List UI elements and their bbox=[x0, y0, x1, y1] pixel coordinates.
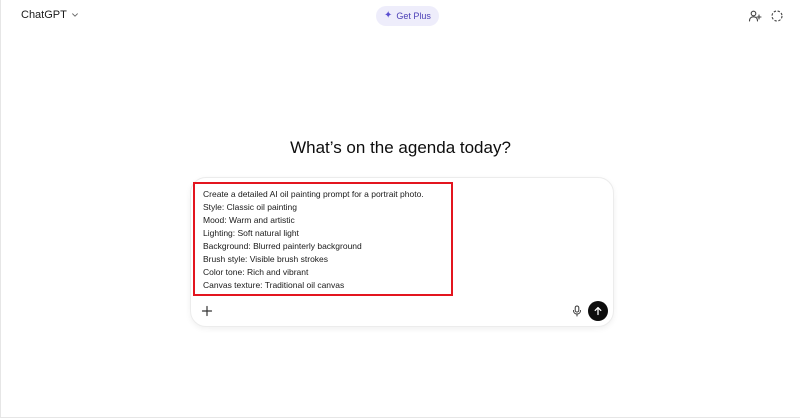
prompt-line: Create a detailed AI oil painting prompt for a portrait photo. bbox=[203, 189, 424, 199]
get-plus-button[interactable] bbox=[376, 6, 439, 26]
prompt-line: Mood: Warm and artistic bbox=[203, 215, 295, 225]
model-label: ChatGPT bbox=[21, 9, 67, 21]
get-plus-label: Get Plus bbox=[396, 11, 431, 21]
prompt-line: Background: Blurred painterly background bbox=[203, 241, 362, 251]
microphone-icon[interactable] bbox=[571, 305, 583, 317]
prompt-line: Canvas texture: Traditional oil canvas bbox=[203, 280, 345, 290]
dashed-circle-icon[interactable] bbox=[770, 9, 784, 23]
prompt-line: Style: Classic oil painting bbox=[203, 202, 298, 212]
sparkle-icon: ✦ bbox=[384, 10, 393, 21]
plus-icon[interactable] bbox=[200, 304, 214, 318]
page-headline: What’s on the agenda today? bbox=[290, 138, 511, 157]
prompt-line: Lighting: Soft natural light bbox=[203, 228, 299, 238]
user-plus-icon[interactable] bbox=[748, 9, 762, 23]
prompt-composer[interactable] bbox=[190, 177, 614, 327]
arrow-up-icon bbox=[593, 306, 603, 316]
prompt-line: Brush style: Visible brush strokes bbox=[203, 254, 329, 264]
model-switcher[interactable] bbox=[21, 9, 79, 21]
prompt-text-highlight[interactable] bbox=[193, 182, 453, 296]
prompt-line: Color tone: Rich and vibrant bbox=[203, 267, 309, 277]
chevron-down-icon bbox=[71, 11, 79, 19]
send-button[interactable] bbox=[588, 301, 608, 321]
